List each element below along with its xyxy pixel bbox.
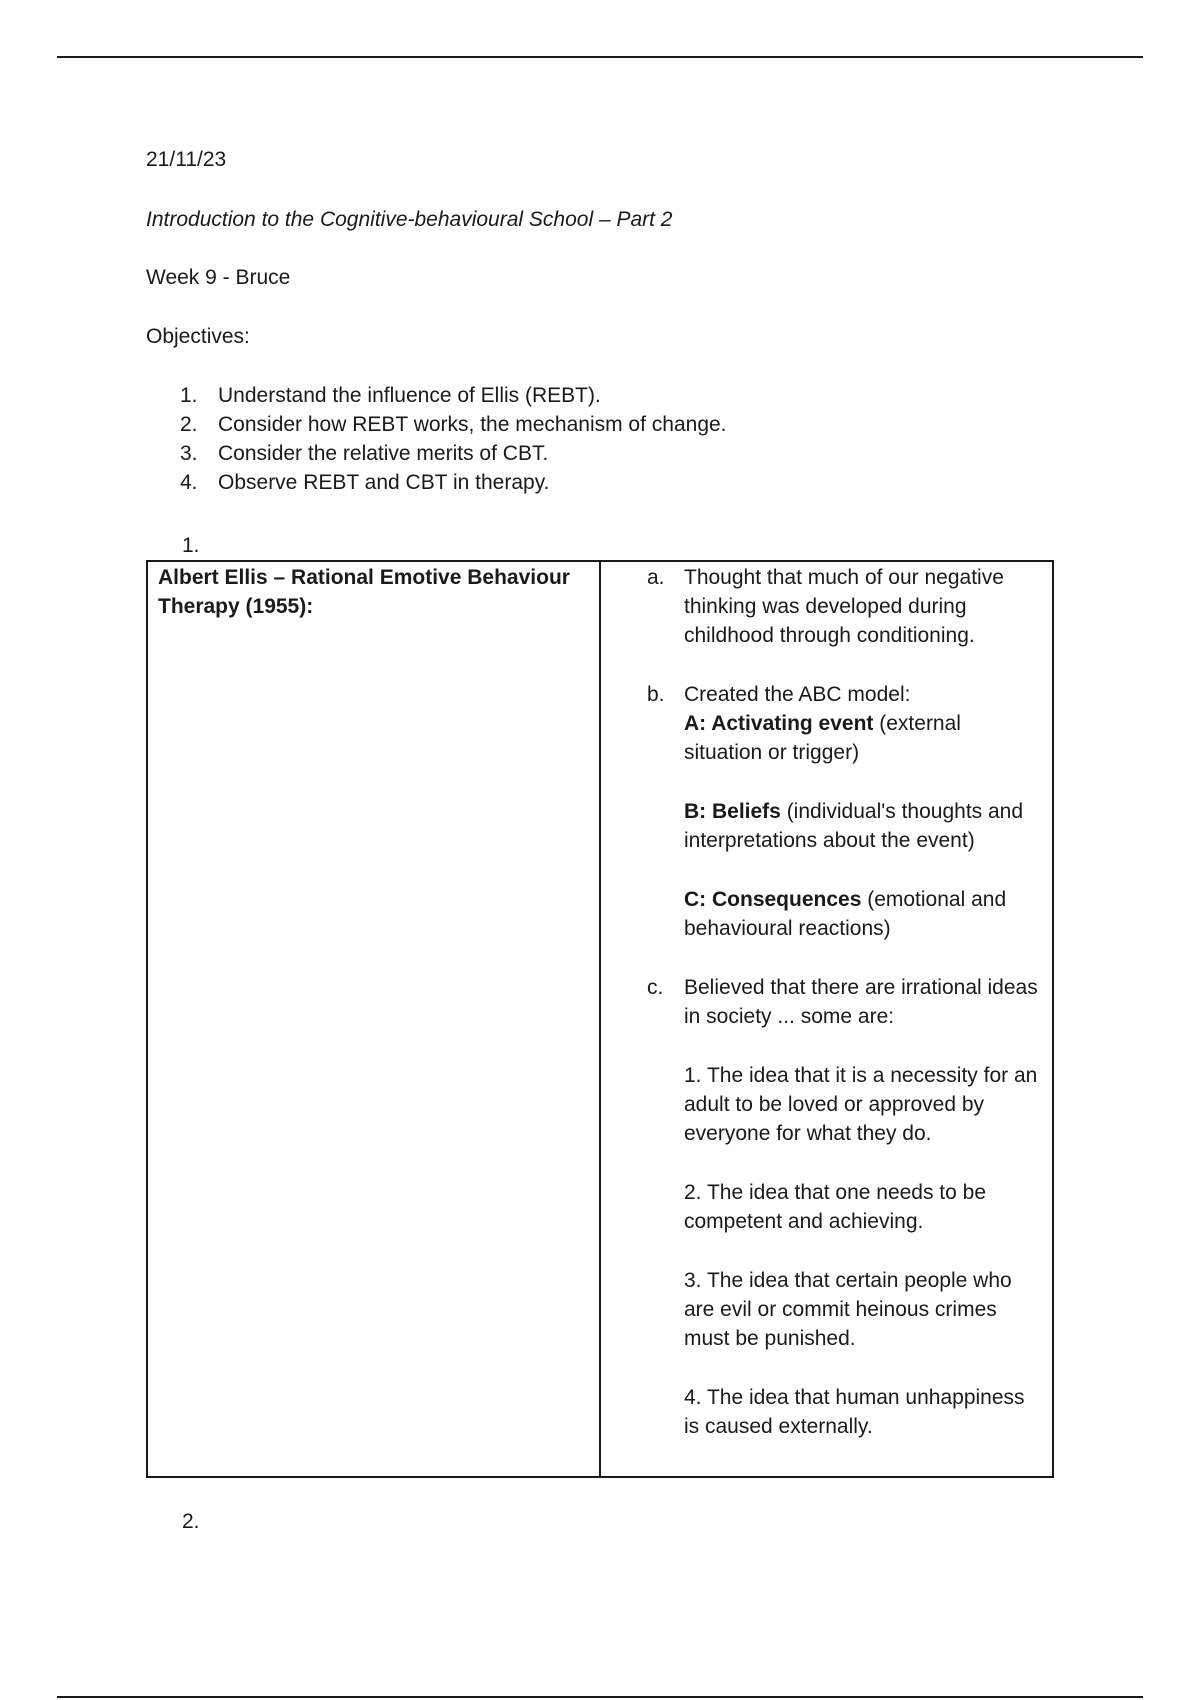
section-1-number: 1.: [182, 534, 200, 557]
section-2-number: 2.: [182, 1510, 200, 1533]
irrational-idea: 2. The idea that one needs to be competent and achieving.: [684, 1181, 987, 1233]
table-left-title: Albert Ellis – Rational Emotive Behaviour Therapy (1955):: [158, 566, 570, 618]
abc-model-block: Created the ABC model: A: Activating event (external situation or trigger): [684, 683, 961, 764]
objective-item: 2. Consider how REBT works, the mechanism of change.: [180, 413, 727, 436]
objective-item: 3. Consider the relative merits of CBT.: [180, 442, 549, 465]
irrational-idea: 4. The idea that human unhappiness is caused externally.: [684, 1386, 1025, 1438]
table-left-cell: [148, 562, 601, 1476]
objective-item: 4. Observe REBT and CBT in therapy.: [180, 471, 550, 494]
abc-c-label: C: Consequences: [684, 888, 862, 911]
irrational-idea: 3. The idea that certain people who are evil or commit heinous crimes must be punished.: [684, 1269, 1012, 1350]
abc-b-block: B: Beliefs (individual's thoughts and interpretations about the event): [684, 800, 1024, 852]
list-item-a: a. Thought that much of our negative thinking was developed during childhood through conditioning.: [647, 566, 1004, 647]
list-item-c: c. Believed that there are irrational ideas in society ... some are: 1. The idea that it is a necessity for an adult to be loved or approved by everyone for what they do. 2. The idea that one needs to be competent and achieving. 3. The idea that certain people who are evil or commit heinous crimes must be punished. 4. The idea that human unhappiness is caused externally.: [647, 973, 1044, 1441]
abc-c-block: C: Consequences (emotional and behavioural reactions): [684, 888, 1007, 940]
abc-a-label: A: Activating event: [684, 712, 874, 735]
top-rule: [57, 56, 1143, 58]
objective-item: 1. Understand the influence of Ellis (REBT).: [180, 384, 601, 407]
list-item-b: b. Created the ABC model: A: Activating event (external situation or trigger) B: Beliefs (individual's thoughts and interpretations about the event) C: Consequences (emotional and behavioural reactions): [647, 680, 1044, 943]
document-title: Introduction to the Cognitive-behavioural School – Part 2: [146, 208, 673, 231]
week-label: Week 9 - Bruce: [146, 266, 291, 289]
abc-b-label: B: Beliefs: [684, 800, 781, 823]
irrational-idea: 1. The idea that it is a necessity for an adult to be loved or approved by everyone for what they do.: [684, 1064, 1038, 1145]
objectives-list: [180, 381, 727, 497]
table-right-cell: [601, 562, 1052, 1476]
ellis-table: [146, 560, 1054, 1478]
document-date: 21/11/23: [146, 148, 227, 171]
bottom-rule: [57, 1696, 1143, 1698]
objectives-heading: Objectives:: [146, 325, 250, 348]
